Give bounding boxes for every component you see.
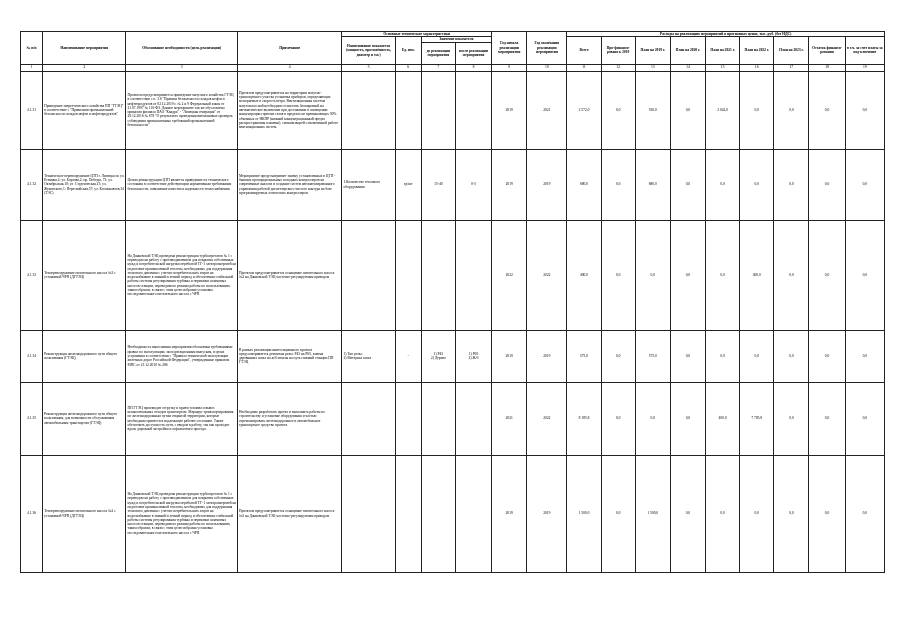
cell-unit <box>395 220 421 330</box>
cell-financed: 0,0 <box>601 220 635 330</box>
cell-plan-2023: 0,0 <box>774 71 809 149</box>
cell-plan-2021: 0,0 <box>706 220 740 330</box>
cell-plan-2020: 0,0 <box>670 330 705 382</box>
cell-no: 4.1.33 <box>21 220 43 330</box>
cell-plan-2021: 0,0 <box>706 149 740 220</box>
column-number: 8 <box>455 64 491 71</box>
cell-tech-name <box>342 382 395 455</box>
cell-note: Проектом предусматривается оснащение питательного насоса №2 на Данковской ТЭЦ частотно-регулируемым приводом <box>237 220 341 330</box>
cell-plan-2023: 0,0 <box>774 149 809 220</box>
table-row <box>21 330 885 382</box>
cell-end-year: 2019 <box>527 455 567 572</box>
cell-start-year: 2021 <box>492 382 527 455</box>
cell-total: 2 572,0 <box>567 71 601 149</box>
column-number: 6 <box>395 64 421 71</box>
header-value-before: до реализации мероприятия <box>421 42 455 64</box>
cell-financed: 0,0 <box>601 71 635 149</box>
cell-justification: На Данковской ТЭЦ проведена реконструкция турбоагрегатов № 1 с переводом на работу с противодавлением для покрытия собственных нужд и потребительской нагрузки перебытой ТГ-1 электроэнергией на подготовке промышленной теплоты, необходимых для поддержания теплового давления с учетом потребительских затрат на водоснабжение в зимний и летний период и обеспечения стабильной работы системы регулирования турбины и перекачки шламовых насосов станции, переводимого режима работы по использованию, таким образом, в связи с этим целесообразна установка последовательного питательного насоса с ЧРП <box>126 220 238 330</box>
cell-total: 1 500,0 <box>567 455 601 572</box>
header-plan-2023: План на 2023 г. <box>774 37 809 64</box>
header-tech-name: Наименование показателя (мощность, протяжённость, диаметр и т.п.) <box>342 37 395 64</box>
cell-incl-fee: 0,0 <box>845 220 884 330</box>
cell-financed: 0,0 <box>601 382 635 455</box>
cell-name: Приведение энергетического хозяйства ПП "ГТЭЦ" в соответствие с "Правилами промышленной безопасности складов нефти и нефтепродуктов" <box>43 71 126 149</box>
cell-after <box>455 71 491 149</box>
cell-unit <box>395 455 421 572</box>
header-no: № п/п <box>21 32 43 65</box>
cell-plan-2022: 400,0 <box>740 220 774 330</box>
column-number: 1 <box>21 64 43 71</box>
table-row <box>21 149 885 220</box>
cell-plan-2022: 0,0 <box>740 330 774 382</box>
cell-tech-name <box>342 71 395 149</box>
cell-remainder: 0,0 <box>809 330 845 382</box>
cell-start-year: 2019 <box>492 71 527 149</box>
cell-end-year: 2021 <box>527 71 567 149</box>
cell-start-year: 2019 <box>492 149 527 220</box>
cell-tech-name: 1.Количество теплового оборудования <box>342 149 395 220</box>
header-plan-2020: План на 2020 г. <box>670 37 705 64</box>
cell-start-year: 2019 <box>492 330 527 382</box>
cell-name: Реконструкция железнодорожного пути общего пользования, для возможности обслуживания автомобильным транспортом (ГТЭЦ) <box>43 382 126 455</box>
cell-plan-2022: 0,0 <box>740 71 774 149</box>
column-number: 2 <box>43 64 126 71</box>
column-number: 7 <box>421 64 455 71</box>
cell-plan-2020: 0,0 <box>670 382 705 455</box>
header-value: Значение показателя <box>421 37 491 42</box>
cell-note: Проектом предусматривается на территории мазутно-транспортного участка установка приборов, определяющих возгораемые и скорость ветра. Вентиляционная система мазутонасосной необходимо оснастить блокировкой на автоматическое включение при достижении в помещении концентрации горючих газов в пределах не превышающих 50% объемных от НКПР (нижний концентрационный предел распространения пламени), сигнализацией о включенной работе вентиляционных систем. <box>237 71 341 149</box>
cell-justification: На Данковской ТЭЦ проведена реконструкция турбоагрегатов № 1 с переводом на работу с противодавлением для покрытия собственных нужд и потребительской нагрузки перебытой ТГ-1 электроэнергией на подготовке промышленной теплоты, необходимых для поддержания теплового давления с учетом потребительских затрат на водоснабжение в зимний и летний период и обеспечения стабильной работы системы регулирования турбины и перекачки шламовых насосов станции, переводимого режима работы по использованию, таким образом, в связи с этим целесообразна установка последовательного питательного насоса с ЧРП <box>126 455 238 572</box>
cell-after <box>455 382 491 455</box>
cell-incl-fee: 0,0 <box>845 149 884 220</box>
header-plan-2019: План на 2019 г. <box>635 37 670 64</box>
header-incl-fee: в т.ч. за счет платы за под-ключение <box>845 37 884 64</box>
cell-before <box>421 220 455 330</box>
column-number: 19 <box>845 64 884 71</box>
cell-incl-fee: 0,0 <box>845 382 884 455</box>
cell-remainder: 0,0 <box>809 382 845 455</box>
cell-remainder: 0,0 <box>809 149 845 220</box>
cell-no: 4.1.31 <box>21 71 43 149</box>
header-tech: Основные технические характеристики <box>342 32 492 37</box>
cell-tech-name <box>342 220 395 330</box>
cell-plan-2020: 0,0 <box>670 455 705 572</box>
cell-justification: Целью реконструкции ЦТП является приведение их технического состояния в соответствие действующим нормативным требованиям безопасности, повышение качества и надежности теплоснабжения. <box>126 149 238 220</box>
cell-end-year: 2019 <box>527 149 567 220</box>
cell-after: 1) Р65 2) Ж/б <box>455 330 491 382</box>
table-body <box>21 71 885 572</box>
cell-plan-2023: 0,0 <box>774 330 809 382</box>
header-note: Примечание <box>237 32 341 65</box>
column-number: 11 <box>567 64 601 71</box>
header-justification: Обоснование необходимости (цель реализации) <box>126 32 238 65</box>
cell-plan-2020: 0,0 <box>670 149 705 220</box>
column-number: 12 <box>601 64 635 71</box>
cell-plan-2023: 0,0 <box>774 220 809 330</box>
cell-plan-2021: 400,0 <box>706 382 740 455</box>
cell-unit <box>395 382 421 455</box>
cell-plan-2019: 0,0 <box>635 382 670 455</box>
table-row <box>21 455 885 572</box>
cell-total: 575,0 <box>567 330 601 382</box>
cell-before: 15-40 <box>421 149 455 220</box>
cell-end-year: 2022 <box>527 382 567 455</box>
cell-plan-2022: 0,0 <box>740 455 774 572</box>
cell-name: Техперевооружение питательного насоса №2 с установкой ЧРП (ДГТЭЦ) <box>43 455 126 572</box>
cell-total: 8 185,8 <box>567 382 601 455</box>
header-value-after: после реализации мероприятия <box>455 42 491 64</box>
cell-before: 1) Р43 2) Дерево <box>421 330 455 382</box>
column-number: 14 <box>670 64 705 71</box>
cell-name: Техническое перевооружение ЦТП г. Липецка по ул. Есенина,2; ул. Борзова,2; пр. Победы, 73; ул. Октябрьская,10; ул. Студенческая,15; ул. Жуковского,1; Пересвойская,57; ул. Космонавтов,34 (ТЭС) <box>43 149 126 220</box>
table-header <box>21 32 885 72</box>
column-number: 10 <box>527 64 567 71</box>
cell-justification: Необходимость выполнения мероприятия обоснована требованиями правил по эксплуатации, эксплуатационным выпускам, в целях устранения в соответствии с "Правила технической эксплуатации железных дорог Российской Федерации", утвержденные приказом МПС от 21.12.2010 № 286 <box>126 330 238 382</box>
header-total: Всего <box>567 37 601 64</box>
cell-plan-2021: 0,0 <box>706 455 740 572</box>
column-number: 18 <box>809 64 845 71</box>
cell-end-year: 2019 <box>527 330 567 382</box>
cell-plan-2021: 2 042,0 <box>706 71 740 149</box>
cell-no: 4.1.35 <box>21 382 43 455</box>
cell-tech-name <box>342 455 395 572</box>
cell-start-year: 2019 <box>492 455 527 572</box>
cell-financed: 0,0 <box>601 149 635 220</box>
cell-no: 4.1.36 <box>21 455 43 572</box>
header-plan-2021: План на 2021 г. <box>706 37 740 64</box>
cell-no: 4.1.34 <box>21 330 43 382</box>
cell-plan-2020: 0,0 <box>670 71 705 149</box>
cell-plan-2019: 0,0 <box>635 220 670 330</box>
cell-plan-2019: 680,0 <box>635 149 670 220</box>
cell-note: Мероприятие предусматривает замену установленных в ЦТП - бывших пропорциональных погодных контроллеров на современные аналоги и создание систем автоматизированного управления работой диспетчерского чистого контура на базе программируемых логических контроллеров. <box>237 149 341 220</box>
cell-remainder: 0,0 <box>809 455 845 572</box>
table-row <box>21 71 885 149</box>
column-number: 15 <box>706 64 740 71</box>
cell-plan-2023: 0,0 <box>774 455 809 572</box>
document-page <box>20 31 885 573</box>
column-number: 9 <box>492 64 527 71</box>
cell-after: 0-5 <box>455 149 491 220</box>
cell-plan-2019: 1 500,0 <box>635 455 670 572</box>
cell-unit <box>395 71 421 149</box>
cell-plan-2022: 0,0 <box>740 149 774 220</box>
cell-remainder: 0,0 <box>809 71 845 149</box>
cell-financed: 0,0 <box>601 330 635 382</box>
cell-unit: - <box>395 330 421 382</box>
cell-incl-fee: 0,0 <box>845 71 884 149</box>
cell-incl-fee: 0,0 <box>845 330 884 382</box>
column-number: 4 <box>237 64 341 71</box>
cell-financed: 0,0 <box>601 455 635 572</box>
cell-start-year: 2022 <box>492 220 527 330</box>
cell-end-year: 2022 <box>527 220 567 330</box>
header-expenses: Расходы на реализацию мероприятий в прогнозных ценах, тыс. руб. (без НДС) <box>567 32 885 37</box>
cell-incl-fee: 0,0 <box>845 455 884 572</box>
cell-note: В рамках реализации инвестиционного проекта предусматривается демонтаж рельс Р43 на Р65, замена деревянных шпал на ж/б шпалы на путь главный станции ПП ГТЭЦ <box>237 330 341 382</box>
cell-name: Техперевооружение питательного насоса №3 с установкой ЧРП (ДГТЭЦ) <box>43 220 126 330</box>
cell-note: Необходимо разработать проект и выполнить работы по строительству и установке оборудования и частью отремонтировать железнодорожное и автомобильное транспортное средство проекта. <box>237 382 341 455</box>
cell-total: 400,0 <box>567 220 601 330</box>
cell-before <box>421 455 455 572</box>
header-start-year: Год начала реализации мероприятия <box>492 32 527 65</box>
cell-no: 4.1.32 <box>21 149 43 220</box>
cell-after <box>455 220 491 330</box>
cell-plan-2022: 7 785,8 <box>740 382 774 455</box>
table-row <box>21 220 885 330</box>
column-number: 16 <box>740 64 774 71</box>
table-row <box>21 382 885 455</box>
cell-note: Проектом предусматривается оснащение питательного насоса №3 на Данковской ТЭЦ частотно-регулируемым приводом <box>237 455 341 572</box>
cell-before <box>421 382 455 455</box>
cell-plan-2021: 0,0 <box>706 330 740 382</box>
cell-remainder: 0,0 <box>809 220 845 330</box>
column-number: 13 <box>635 64 670 71</box>
cell-total: 680,0 <box>567 149 601 220</box>
column-number: 5 <box>342 64 395 71</box>
header-financed: Про-финанси-ровано к 2019 <box>601 37 635 64</box>
cell-plan-2019: 575,0 <box>635 330 670 382</box>
cell-plan-2019: 530,0 <box>635 71 670 149</box>
cell-tech-name: 1) Тип рельс 2) Материал шпал <box>342 330 395 382</box>
cell-justification: ПП ГТЭЦ производит отгрузку и прием топлива и вывоз шлакоотвальных отходов транспортом. Маршрут транспортирования по железнодорожным путям открытой территории, которые необходимо привести в надлежащее рабочее состояние. Также обеспечить доступность пути, с вводом в работу, так как проходит вдоль дорожной застройки и асфальтового проезда. <box>126 382 238 455</box>
cell-plan-2023: 0,0 <box>774 382 809 455</box>
investment-program-table <box>20 31 885 573</box>
header-name: Наименование мероприятия <box>43 32 126 65</box>
column-number: 3 <box>126 64 238 71</box>
header-unit: Ед. изм. <box>395 37 421 64</box>
cell-plan-2020: 0,0 <box>670 220 705 330</box>
cell-unit: ед/шт <box>395 149 421 220</box>
column-number: 17 <box>774 64 809 71</box>
cell-before <box>421 71 455 149</box>
cell-name: Реконструкция железнодорожного пути общего пользования (ГТЭЦ) <box>43 330 126 382</box>
cell-after <box>455 455 491 572</box>
header-remainder: Остаток финанси-рования <box>809 37 845 64</box>
cell-justification: Проектом предусматривается приведение мазутного хозяйства ГТЭЦ в соответствие с п. 3.6 "Правила безопасности складов нефти и нефтепродуктов от 02.12.2019 г. № 2 и 9 Федеральный закон от 21.07.1997 № 116-ФЗ. Данное мероприятие так же обусловлено приказом филиала ПАО "Квадра" - "Липецкая генерация" от 29.12.2016 № 678 "О результатах проведения внеплановых проверок соблюдения промышленных требований промышленной безопасности" <box>126 71 238 149</box>
column-number-row <box>21 64 885 71</box>
header-end-year: Год окончания реализации мероприятия <box>527 32 567 65</box>
header-plan-2022: План на 2022 г. <box>740 37 774 64</box>
